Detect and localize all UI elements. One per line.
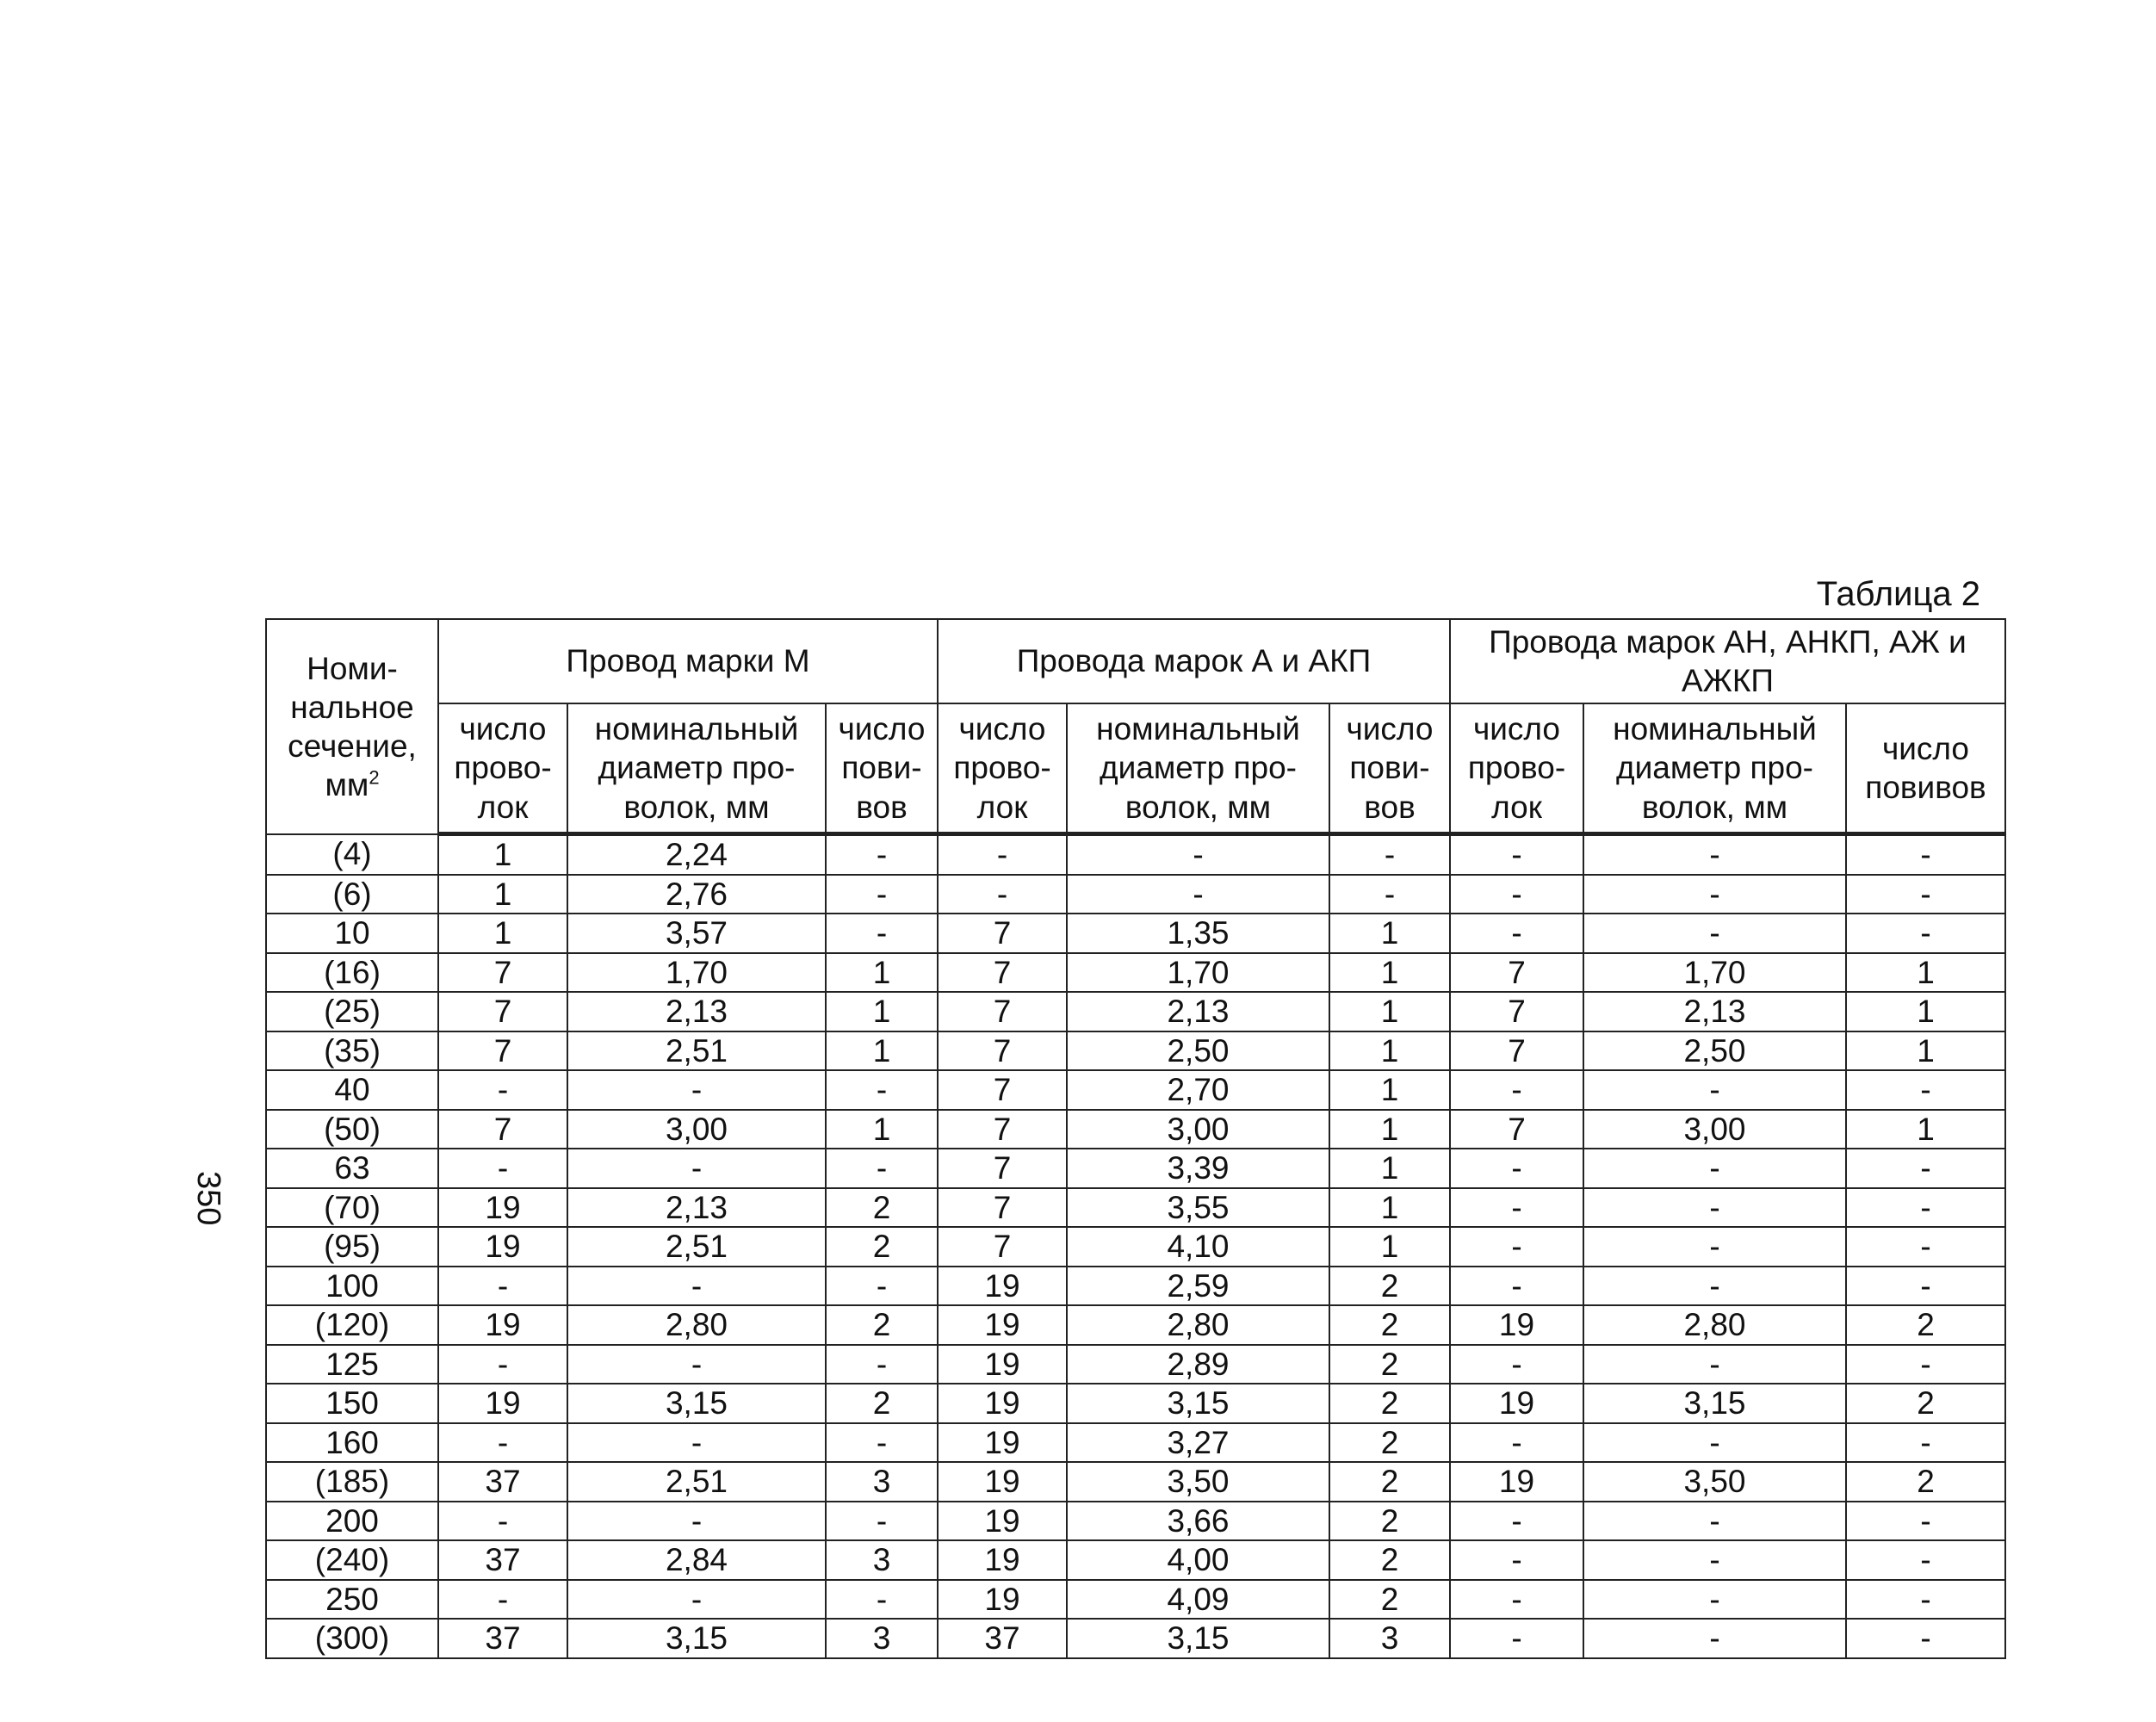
cell-section: (95) bbox=[266, 1227, 438, 1267]
cell-section: (25) bbox=[266, 992, 438, 1031]
table-cell: 7 bbox=[938, 1227, 1067, 1267]
table-cell: - bbox=[1329, 834, 1450, 875]
table-cell: 7 bbox=[938, 1031, 1067, 1071]
table-cell: 19 bbox=[938, 1462, 1067, 1502]
table-row bbox=[266, 1070, 2005, 1110]
table-cell: 19 bbox=[1450, 1384, 1583, 1423]
cell-section: 160 bbox=[266, 1423, 438, 1463]
table-cell: - bbox=[1583, 834, 1846, 875]
table-cell: - bbox=[826, 1345, 938, 1384]
table-cell: 19 bbox=[1450, 1305, 1583, 1345]
cell-section: (35) bbox=[266, 1031, 438, 1071]
table-cell: 1 bbox=[1329, 1188, 1450, 1228]
table-cell: 2 bbox=[826, 1305, 938, 1345]
table-cell: 1 bbox=[1329, 953, 1450, 993]
table-cell: 19 bbox=[938, 1267, 1067, 1306]
table-cell: 3 bbox=[826, 1540, 938, 1580]
table-cell: - bbox=[1067, 834, 1329, 875]
table-cell: 3,15 bbox=[567, 1619, 826, 1658]
table-cell: - bbox=[1846, 834, 2005, 875]
table-cell: 37 bbox=[438, 1540, 567, 1580]
table-cell: 1 bbox=[826, 1031, 938, 1071]
cell-section: (70) bbox=[266, 1188, 438, 1228]
table-cell: 2,51 bbox=[567, 1031, 826, 1071]
table-cell: 1 bbox=[1846, 1110, 2005, 1149]
table-cell: - bbox=[567, 1423, 826, 1463]
table-cell: 2 bbox=[1329, 1267, 1450, 1306]
table-cell: - bbox=[1450, 1149, 1583, 1188]
page-number: 350 bbox=[190, 1171, 226, 1226]
table-cell: 2,13 bbox=[1067, 992, 1329, 1031]
table-row bbox=[266, 1619, 2005, 1658]
table-row bbox=[266, 1540, 2005, 1580]
table-cell: 1 bbox=[1329, 992, 1450, 1031]
table-row bbox=[266, 1345, 2005, 1384]
table-cell: 7 bbox=[438, 953, 567, 993]
table-cell: - bbox=[1450, 1540, 1583, 1580]
table-cell: - bbox=[1450, 914, 1583, 953]
header-group-m: Провод марки М bbox=[438, 619, 938, 703]
table-cell: 1 bbox=[438, 875, 567, 914]
table-cell: - bbox=[1846, 1619, 2005, 1658]
table-cell: 7 bbox=[438, 992, 567, 1031]
table-cell: 7 bbox=[938, 1188, 1067, 1228]
table-cell: 2 bbox=[1329, 1462, 1450, 1502]
table-cell: - bbox=[938, 834, 1067, 875]
table-row bbox=[266, 1267, 2005, 1306]
table-cell: - bbox=[438, 1502, 567, 1541]
table-cell: 2 bbox=[826, 1188, 938, 1228]
table-cell: - bbox=[567, 1345, 826, 1384]
table-cell: 1 bbox=[1846, 992, 2005, 1031]
table-cell: 19 bbox=[938, 1345, 1067, 1384]
table-cell: 1 bbox=[1329, 1227, 1450, 1267]
cell-section: 100 bbox=[266, 1267, 438, 1306]
table-cell: 2,59 bbox=[1067, 1267, 1329, 1306]
table-cell: 19 bbox=[938, 1423, 1067, 1463]
table-cell: 1 bbox=[438, 834, 567, 875]
cell-section: 250 bbox=[266, 1580, 438, 1620]
table-cell: 7 bbox=[1450, 992, 1583, 1031]
table-cell: 7 bbox=[1450, 953, 1583, 993]
table-row bbox=[266, 1227, 2005, 1267]
table-body bbox=[266, 834, 2005, 1658]
table-cell: - bbox=[1329, 875, 1450, 914]
table-cell: 3 bbox=[826, 1462, 938, 1502]
table-cell: 3,15 bbox=[1067, 1619, 1329, 1658]
table-row bbox=[266, 1031, 2005, 1071]
table-cell: - bbox=[1583, 875, 1846, 914]
table-cell: 7 bbox=[438, 1110, 567, 1149]
table-cell: 2 bbox=[1329, 1305, 1450, 1345]
table-cell: - bbox=[1450, 1345, 1583, 1384]
header-group-a-akp: Провода марок А и АКП bbox=[938, 619, 1450, 703]
table-cell: 4,09 bbox=[1067, 1580, 1329, 1620]
table-cell: - bbox=[1846, 914, 2005, 953]
cell-section: 125 bbox=[266, 1345, 438, 1384]
table-cell: - bbox=[1583, 1423, 1846, 1463]
table-cell: - bbox=[1450, 1423, 1583, 1463]
cell-section: (16) bbox=[266, 953, 438, 993]
table-row bbox=[266, 1502, 2005, 1541]
table-cell: - bbox=[826, 1267, 938, 1306]
table-row bbox=[266, 875, 2005, 914]
table-cell: 2 bbox=[826, 1384, 938, 1423]
table-cell: - bbox=[438, 1070, 567, 1110]
table-row bbox=[266, 953, 2005, 993]
table-cell: 19 bbox=[938, 1580, 1067, 1620]
table-cell: - bbox=[1846, 1423, 2005, 1463]
table-cell: 3,00 bbox=[1583, 1110, 1846, 1149]
table-cell: 2,89 bbox=[1067, 1345, 1329, 1384]
table-cell: 1,70 bbox=[567, 953, 826, 993]
table-cell: - bbox=[1846, 1345, 2005, 1384]
table-cell: 2,70 bbox=[1067, 1070, 1329, 1110]
header-wires-count: число прово- лок bbox=[1450, 703, 1583, 834]
table-cell: - bbox=[1450, 1070, 1583, 1110]
table-cell: 1 bbox=[1846, 953, 2005, 993]
table-cell: 3,00 bbox=[1067, 1110, 1329, 1149]
table-cell: - bbox=[1583, 1502, 1846, 1541]
table-cell: 19 bbox=[938, 1305, 1067, 1345]
table-cell: - bbox=[438, 1149, 567, 1188]
table-cell: - bbox=[1846, 1267, 2005, 1306]
table-cell: 2,80 bbox=[1583, 1305, 1846, 1345]
table-cell: 37 bbox=[438, 1462, 567, 1502]
table-cell: 7 bbox=[938, 914, 1067, 953]
table-cell: - bbox=[438, 1423, 567, 1463]
table-cell: - bbox=[567, 1502, 826, 1541]
table-cell: 1,70 bbox=[1583, 953, 1846, 993]
table-cell: 19 bbox=[438, 1227, 567, 1267]
table-cell: 3,27 bbox=[1067, 1423, 1329, 1463]
table-cell: 1 bbox=[1329, 1110, 1450, 1149]
table-caption: Таблица 2 bbox=[1816, 575, 1980, 613]
table-cell: 3,00 bbox=[567, 1110, 826, 1149]
cell-section: 10 bbox=[266, 914, 438, 953]
table-cell: - bbox=[1450, 1502, 1583, 1541]
table-row bbox=[266, 1384, 2005, 1423]
table-cell: 1 bbox=[826, 1110, 938, 1149]
table-row bbox=[266, 1188, 2005, 1228]
table-cell: 2,13 bbox=[567, 992, 826, 1031]
table-cell: - bbox=[438, 1580, 567, 1620]
table-cell: 3 bbox=[1329, 1619, 1450, 1658]
cell-section: (300) bbox=[266, 1619, 438, 1658]
table-cell: 19 bbox=[438, 1188, 567, 1228]
table-cell: - bbox=[1583, 1619, 1846, 1658]
table-cell: 7 bbox=[438, 1031, 567, 1071]
table-cell: - bbox=[1846, 1149, 2005, 1188]
table-row bbox=[266, 1110, 2005, 1149]
table-cell: - bbox=[567, 1267, 826, 1306]
table-cell: 2,51 bbox=[567, 1227, 826, 1267]
table-cell: 1,70 bbox=[1067, 953, 1329, 993]
table-cell: 2,76 bbox=[567, 875, 826, 914]
table-cell: 19 bbox=[1450, 1462, 1583, 1502]
table-cell: 2,24 bbox=[567, 834, 826, 875]
table-cell: - bbox=[826, 1580, 938, 1620]
cell-section: (185) bbox=[266, 1462, 438, 1502]
table-cell: 2 bbox=[1846, 1305, 2005, 1345]
table-cell: 2 bbox=[1846, 1384, 2005, 1423]
table-cell: 2,80 bbox=[567, 1305, 826, 1345]
table-cell: - bbox=[1846, 1188, 2005, 1228]
table-cell: - bbox=[1450, 1227, 1583, 1267]
table-cell: - bbox=[1583, 1149, 1846, 1188]
table-row bbox=[266, 914, 2005, 953]
cell-section: (4) bbox=[266, 834, 438, 875]
table-cell: 2 bbox=[1329, 1540, 1450, 1580]
table-cell: 37 bbox=[938, 1619, 1067, 1658]
table-cell: 3 bbox=[826, 1619, 938, 1658]
table-cell: 2 bbox=[1329, 1384, 1450, 1423]
table-cell: 7 bbox=[938, 1110, 1067, 1149]
table-cell: 3,15 bbox=[1583, 1384, 1846, 1423]
table-row bbox=[266, 1305, 2005, 1345]
table-cell: 2,80 bbox=[1067, 1305, 1329, 1345]
table-cell: - bbox=[1583, 1540, 1846, 1580]
table-cell: 2 bbox=[1329, 1345, 1450, 1384]
table-cell: - bbox=[1846, 1540, 2005, 1580]
table-cell: 7 bbox=[938, 953, 1067, 993]
header-nominal-section: Номи- нальное сечение, $мм^2$ bbox=[266, 619, 438, 834]
table-cell: - bbox=[1846, 1502, 2005, 1541]
table-cell: 2 bbox=[1846, 1462, 2005, 1502]
table-cell: 3,39 bbox=[1067, 1149, 1329, 1188]
table-cell: - bbox=[826, 875, 938, 914]
cell-section: 150 bbox=[266, 1384, 438, 1423]
table-cell: - bbox=[1583, 1267, 1846, 1306]
wire-spec-table bbox=[265, 618, 2006, 1659]
table-cell: - bbox=[826, 1423, 938, 1463]
table-cell: - bbox=[1846, 1227, 2005, 1267]
table-cell: - bbox=[1450, 875, 1583, 914]
table-cell: 7 bbox=[938, 1070, 1067, 1110]
table-cell: 1 bbox=[1329, 1149, 1450, 1188]
cell-section: (6) bbox=[266, 875, 438, 914]
table-cell: 7 bbox=[1450, 1031, 1583, 1071]
table-cell: 7 bbox=[938, 992, 1067, 1031]
header-twists: число пови- вов bbox=[1329, 703, 1450, 834]
table-cell: 2,84 bbox=[567, 1540, 826, 1580]
table-row bbox=[266, 834, 2005, 875]
table-cell: - bbox=[1846, 1580, 2005, 1620]
table-cell: 2,13 bbox=[1583, 992, 1846, 1031]
table-cell: - bbox=[438, 1267, 567, 1306]
table-cell: 3,50 bbox=[1583, 1462, 1846, 1502]
table-cell: 3,57 bbox=[567, 914, 826, 953]
header-diameter: номинальный диаметр про- волок, мм bbox=[1067, 703, 1329, 834]
table-cell: 7 bbox=[1450, 1110, 1583, 1149]
table-cell: - bbox=[1846, 875, 2005, 914]
table-cell: 2,51 bbox=[567, 1462, 826, 1502]
table-cell: - bbox=[1846, 1070, 2005, 1110]
cell-section: 200 bbox=[266, 1502, 438, 1541]
table-cell: 1 bbox=[438, 914, 567, 953]
header-wires-count: число прово- лок bbox=[438, 703, 567, 834]
table-cell: - bbox=[1583, 1580, 1846, 1620]
table-cell: 1 bbox=[1329, 1070, 1450, 1110]
cell-section: (50) bbox=[266, 1110, 438, 1149]
cell-section: (240) bbox=[266, 1540, 438, 1580]
table-cell: - bbox=[938, 875, 1067, 914]
header-diameter: номинальный диаметр про- волок, мм bbox=[1583, 703, 1846, 834]
table-cell: - bbox=[826, 914, 938, 953]
table-cell: 1 bbox=[1329, 914, 1450, 953]
table-cell: - bbox=[826, 1502, 938, 1541]
table-cell: 4,10 bbox=[1067, 1227, 1329, 1267]
table-cell: 2,13 bbox=[567, 1188, 826, 1228]
table-cell: 2,50 bbox=[1583, 1031, 1846, 1071]
cell-section: 63 bbox=[266, 1149, 438, 1188]
table-cell: - bbox=[1583, 1188, 1846, 1228]
table-cell: 2 bbox=[826, 1227, 938, 1267]
header-group-an-ankp: Провода марок АН, АНКП, АЖ и АЖКП bbox=[1450, 619, 2005, 703]
table-cell: - bbox=[1450, 1267, 1583, 1306]
table-cell: 4,00 bbox=[1067, 1540, 1329, 1580]
table-cell: - bbox=[1450, 1188, 1583, 1228]
table-cell: 19 bbox=[938, 1502, 1067, 1541]
table-cell: 1 bbox=[826, 953, 938, 993]
table-row bbox=[266, 1149, 2005, 1188]
header-twists: число пови- вов bbox=[826, 703, 938, 834]
table-cell: - bbox=[826, 1149, 938, 1188]
header-wires-count: число прово- лок bbox=[938, 703, 1067, 834]
cell-section: (120) bbox=[266, 1305, 438, 1345]
header-diameter: номинальный диаметр про- волок, мм bbox=[567, 703, 826, 834]
table-cell: 2 bbox=[1329, 1423, 1450, 1463]
table-cell: 2,50 bbox=[1067, 1031, 1329, 1071]
table-cell: - bbox=[567, 1070, 826, 1110]
table-row bbox=[266, 1423, 2005, 1463]
table-row bbox=[266, 992, 2005, 1031]
table-cell: - bbox=[826, 1070, 938, 1110]
table-cell: - bbox=[1583, 1227, 1846, 1267]
table-cell: 1,35 bbox=[1067, 914, 1329, 953]
table-cell: 37 bbox=[438, 1619, 567, 1658]
table-cell: 19 bbox=[438, 1384, 567, 1423]
table-cell: 3,15 bbox=[1067, 1384, 1329, 1423]
table-cell: 3,50 bbox=[1067, 1462, 1329, 1502]
table-cell: 3,55 bbox=[1067, 1188, 1329, 1228]
table-row bbox=[266, 1462, 2005, 1502]
table-cell: 2 bbox=[1329, 1580, 1450, 1620]
header-twists-full: число повивов bbox=[1846, 703, 2005, 834]
table-cell: - bbox=[1450, 834, 1583, 875]
table-cell: 1 bbox=[1846, 1031, 2005, 1071]
table-row bbox=[266, 1580, 2005, 1620]
table-cell: - bbox=[1583, 1070, 1846, 1110]
table-cell: - bbox=[1067, 875, 1329, 914]
table-cell: 19 bbox=[938, 1540, 1067, 1580]
cell-section: 40 bbox=[266, 1070, 438, 1110]
table-cell: 3,66 bbox=[1067, 1502, 1329, 1541]
table-cell: - bbox=[826, 834, 938, 875]
table-cell: 3,15 bbox=[567, 1384, 826, 1423]
table-cell: 19 bbox=[438, 1305, 567, 1345]
table-cell: 1 bbox=[1329, 1031, 1450, 1071]
table-cell: 1 bbox=[826, 992, 938, 1031]
table-cell: - bbox=[567, 1580, 826, 1620]
table-cell: - bbox=[1583, 914, 1846, 953]
table-cell: 19 bbox=[938, 1384, 1067, 1423]
table-cell: - bbox=[567, 1149, 826, 1188]
table-cell: - bbox=[1450, 1619, 1583, 1658]
table-cell: 2 bbox=[1329, 1502, 1450, 1541]
table-cell: - bbox=[438, 1345, 567, 1384]
table-cell: 7 bbox=[938, 1149, 1067, 1188]
table-cell: - bbox=[1450, 1580, 1583, 1620]
table-cell: - bbox=[1583, 1345, 1846, 1384]
